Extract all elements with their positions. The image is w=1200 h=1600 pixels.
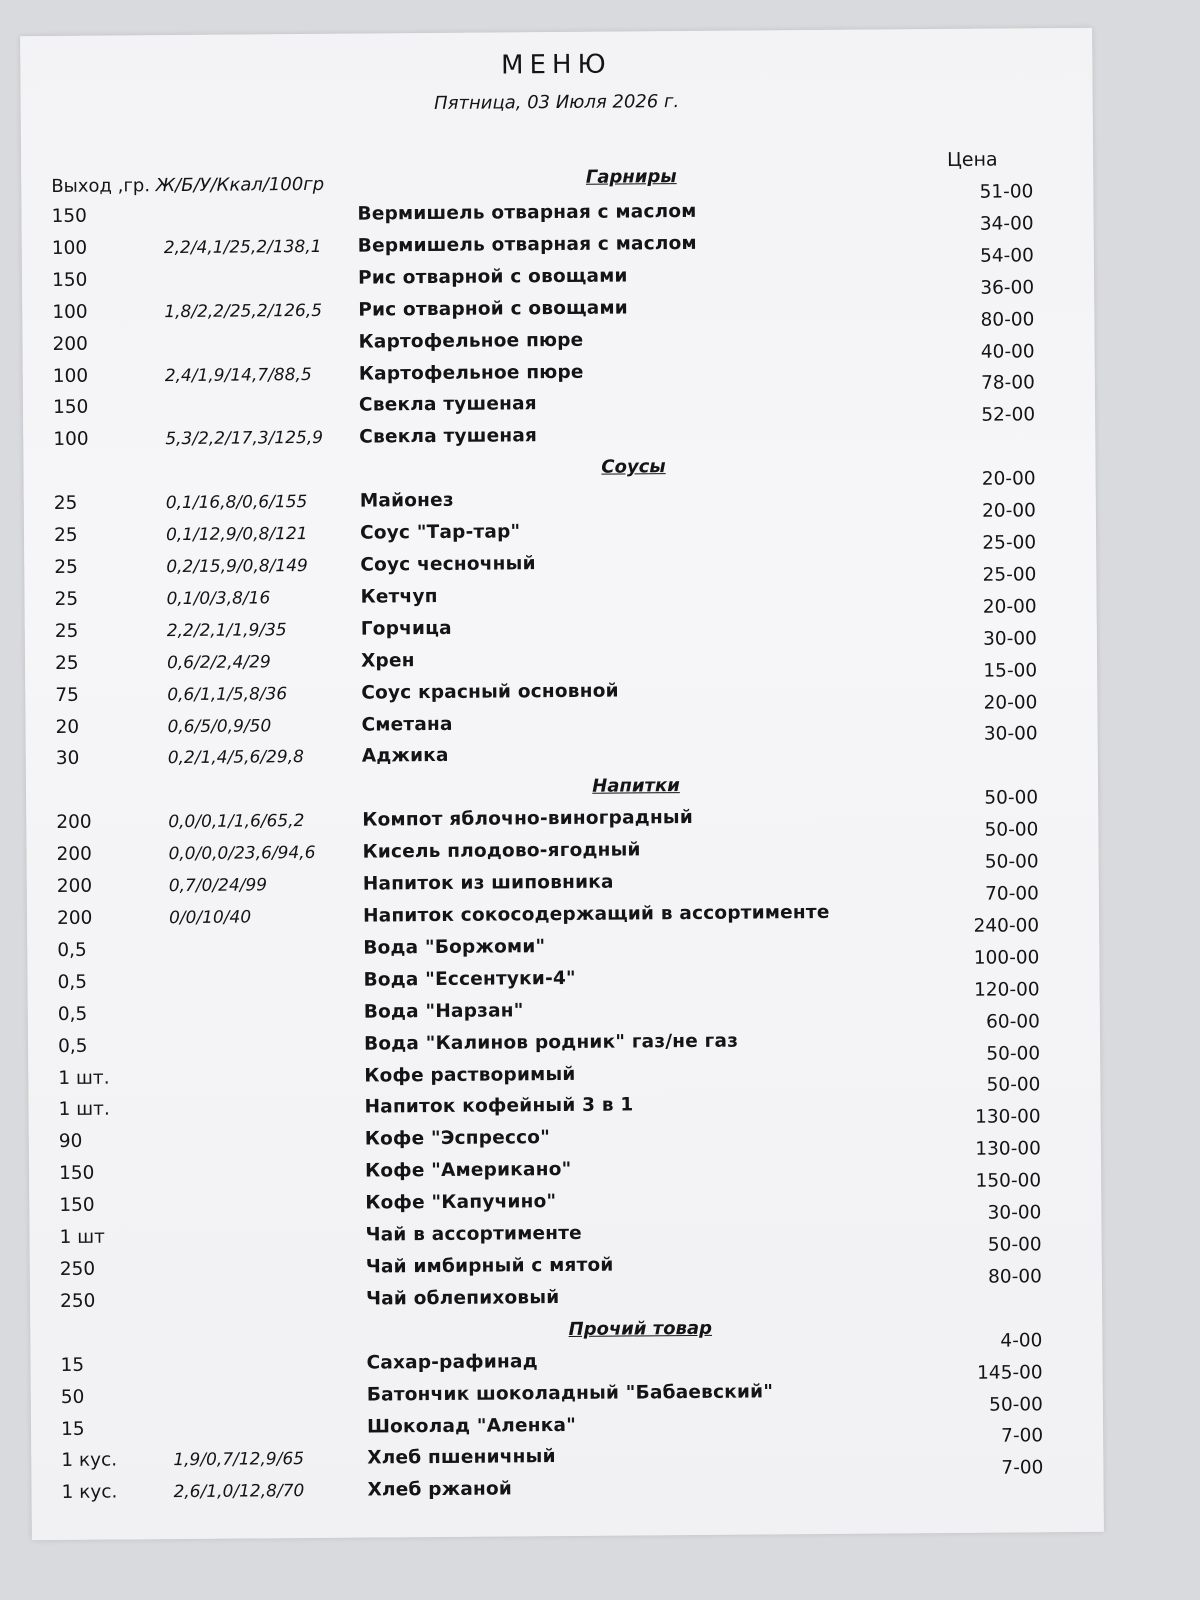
item-name: Чай в ассортименте [365, 1222, 582, 1246]
item-nutrition: 2,6/1,0/12,8/70 [173, 1481, 305, 1503]
item-price: 60-00 [986, 1010, 1040, 1033]
item-price: 30-00 [983, 723, 1038, 746]
menu-sheet [20, 28, 1104, 1540]
item-price: 20-00 [983, 691, 1038, 714]
item-price: 130-00 [975, 1138, 1041, 1160]
item-name: Кофе "Эспрессо" [364, 1127, 551, 1150]
page-title: МЕНЮ [500, 49, 612, 81]
item-yield: 200 [56, 843, 92, 866]
item-name: Напиток из шиповника [362, 871, 614, 895]
item-yield: 150 [52, 397, 89, 419]
item-price: 20-00 [981, 468, 1036, 490]
item-price: 50-00 [989, 1393, 1043, 1416]
item-price: 80-00 [980, 308, 1035, 331]
item-name: Кофе "Американо" [364, 1159, 572, 1182]
item-name: Соус красный основной [361, 680, 619, 704]
item-yield: 200 [52, 333, 88, 355]
item-yield: 25 [53, 524, 78, 547]
item-price: 50-00 [984, 819, 1039, 841]
item-yield: 0,5 [57, 1035, 88, 1057]
item-price: 4-00 [1000, 1329, 1043, 1352]
item-price: 7-00 [1001, 1457, 1044, 1479]
item-nutrition: 0,0/0,1/1,6/65,2 [168, 811, 305, 833]
item-name: Кетчуп [360, 585, 438, 608]
item-yield: 0,5 [57, 1003, 88, 1025]
yield-header-label: Выход ,гр. [51, 175, 151, 197]
item-price: 78-00 [981, 372, 1035, 395]
item-name: Чай имбирный с мятой [365, 1254, 614, 1278]
item-nutrition: 0,2/15,9/0,8/149 [166, 555, 308, 578]
item-name: Свекла тушеная [358, 393, 537, 416]
item-price: 70-00 [985, 883, 1039, 905]
item-name: Вода "Боржоми" [363, 936, 546, 959]
item-yield: 1 шт. [58, 1067, 110, 1089]
item-price: 240-00 [973, 915, 1040, 937]
item-price: 100-00 [973, 947, 1040, 969]
item-price: 52-00 [981, 404, 1036, 426]
item-price: 145-00 [977, 1361, 1043, 1384]
item-price: 25-00 [982, 532, 1037, 554]
item-price: 50-00 [984, 787, 1039, 809]
item-name: Чай облепиховый [365, 1286, 560, 1310]
item-yield: 30 [55, 748, 80, 770]
item-name: Вермишель отварная с маслом [357, 232, 697, 257]
item-name: Напиток кофейный 3 в 1 [364, 1094, 634, 1118]
item-nutrition: 0,1/0/3,8/16 [166, 588, 271, 609]
item-price: 50-00 [987, 1234, 1042, 1256]
item-yield: 150 [51, 205, 87, 227]
item-nutrition: 0,1/12,9/0,8/121 [165, 524, 308, 546]
item-nutrition: 0,6/2/2,4/29 [166, 651, 271, 673]
item-yield: 1 кус. [61, 1449, 118, 1472]
item-yield: 100 [52, 301, 88, 323]
item-price: 50-00 [984, 851, 1039, 873]
item-yield: 90 [58, 1131, 83, 1153]
column-header-yield [51, 174, 324, 197]
item-name: Кисель плодово-ягодный [362, 839, 641, 863]
item-yield: 150 [51, 269, 88, 291]
item-yield: 15 [60, 1354, 85, 1376]
item-price: 130-00 [975, 1106, 1041, 1129]
item-yield: 250 [59, 1290, 96, 1312]
item-yield: 25 [54, 588, 79, 610]
item-price: 40-00 [980, 340, 1035, 363]
nutrition-header-label: Ж/Б/У/Ккал/100гр [155, 173, 325, 197]
item-name: Батончик шоколадный "Бабаевский" [366, 1380, 774, 1406]
item-price: 20-00 [982, 596, 1037, 618]
section-title: Гарниры [585, 166, 677, 188]
section-title: Напитки [592, 775, 680, 798]
item-yield: 1 кус. [61, 1481, 118, 1504]
item-yield: 25 [54, 652, 79, 674]
item-yield: 50 [60, 1386, 85, 1408]
item-price: 34-00 [979, 213, 1034, 235]
item-yield: 1 шт [59, 1226, 105, 1248]
item-yield: 25 [54, 620, 79, 642]
item-nutrition: 0/0/10/40 [168, 907, 252, 929]
item-price: 30-00 [983, 627, 1037, 650]
item-yield: 150 [58, 1162, 95, 1185]
item-price: 51-00 [979, 181, 1034, 203]
section-title: Прочий товар [568, 1317, 713, 1340]
item-nutrition: 0,0/0,0/23,6/94,6 [168, 843, 316, 865]
item-price: 50-00 [986, 1074, 1041, 1097]
item-price: 20-00 [982, 500, 1036, 522]
item-price: 30-00 [987, 1202, 1042, 1224]
item-name: Аджика [361, 745, 449, 767]
item-nutrition: 1,8/2,2/25,2/126,5 [164, 300, 323, 322]
item-nutrition: 5,3/2,2/17,3/125,9 [165, 428, 324, 450]
item-price: 25-00 [982, 564, 1037, 586]
item-yield: 25 [54, 556, 78, 578]
section-title: Соусы [601, 456, 666, 478]
item-yield: 100 [51, 237, 88, 259]
item-name: Горчица [360, 617, 452, 640]
item-name: Майонез [359, 490, 454, 512]
item-name: Хлеб ржаной [367, 1478, 513, 1501]
item-nutrition: 2,2/4,1/25,2/138,1 [163, 236, 322, 259]
item-yield: 200 [56, 811, 92, 834]
item-yield: 1 шт. [58, 1098, 110, 1121]
item-yield: 0,5 [57, 939, 87, 961]
item-yield: 100 [53, 429, 89, 451]
item-price: 80-00 [988, 1266, 1042, 1288]
item-price: 36-00 [980, 276, 1035, 299]
item-nutrition: 2,4/1,9/14,7/88,5 [164, 364, 312, 386]
menu-date: Пятница, 03 Июля 2026 г. [434, 91, 680, 114]
item-nutrition: 2,2/2,1/1,9/35 [166, 619, 287, 641]
item-nutrition: 1,9/0,7/12,9/65 [173, 1449, 305, 1471]
item-yield: 15 [60, 1418, 85, 1440]
item-yield: 200 [56, 875, 93, 898]
item-name: Картофельное пюре [358, 329, 584, 353]
column-header-price: Цена [947, 148, 998, 171]
item-yield: 20 [55, 716, 80, 738]
item-name: Вода "Нарзан" [363, 999, 524, 1023]
item-name: Сметана [361, 713, 453, 736]
item-yield: 100 [52, 365, 89, 387]
item-price: 7-00 [1001, 1425, 1044, 1447]
item-name: Хлеб пшеничный [367, 1446, 556, 1469]
item-yield: 75 [55, 684, 79, 706]
item-price: 15-00 [983, 659, 1038, 682]
item-name: Компот яблочно-виноградный [362, 807, 694, 831]
item-name: Вермишель отварная с маслом [357, 200, 697, 225]
item-name: Напиток сокосодержащий в ассортименте [362, 901, 830, 927]
item-yield: 250 [59, 1258, 96, 1280]
item-yield: 0,5 [57, 971, 88, 993]
item-name: Картофельное пюре [358, 361, 584, 385]
item-name: Рис отварной с овощами [358, 297, 628, 321]
item-name: Вода "Ессентуки-4" [363, 967, 576, 991]
item-price: 150-00 [975, 1170, 1042, 1192]
item-nutrition: 0,6/5/0,9/50 [167, 715, 272, 737]
item-name: Соус чесночный [360, 553, 536, 576]
item-yield: 200 [56, 907, 93, 929]
item-price: 120-00 [974, 978, 1040, 1001]
item-name: Рис отварной с овощами [357, 265, 628, 289]
item-price: 54-00 [980, 245, 1034, 267]
item-name: Кофе "Капучино" [365, 1191, 557, 1214]
item-nutrition: 0,2/1,4/5,6/29,8 [167, 747, 305, 769]
item-nutrition: 0,1/16,8/0,6/155 [165, 492, 308, 514]
item-nutrition: 0,6/1,1/5,8/36 [167, 683, 288, 705]
item-name: Сахар-рафинад [366, 1350, 538, 1374]
item-name: Вода "Калинов родник" газ/не газ [363, 1030, 739, 1055]
item-name: Шоколад "Аленка" [366, 1414, 577, 1438]
item-nutrition: 0,7/0/24/99 [168, 875, 268, 897]
item-name: Свекла тушеная [359, 425, 538, 448]
item-yield: 150 [59, 1194, 95, 1217]
item-name: Соус "Тар-тар" [359, 521, 521, 544]
item-price: 50-00 [986, 1042, 1041, 1065]
item-name: Кофе растворимый [364, 1063, 576, 1087]
item-yield: 25 [53, 492, 78, 515]
item-name: Хрен [360, 649, 415, 672]
